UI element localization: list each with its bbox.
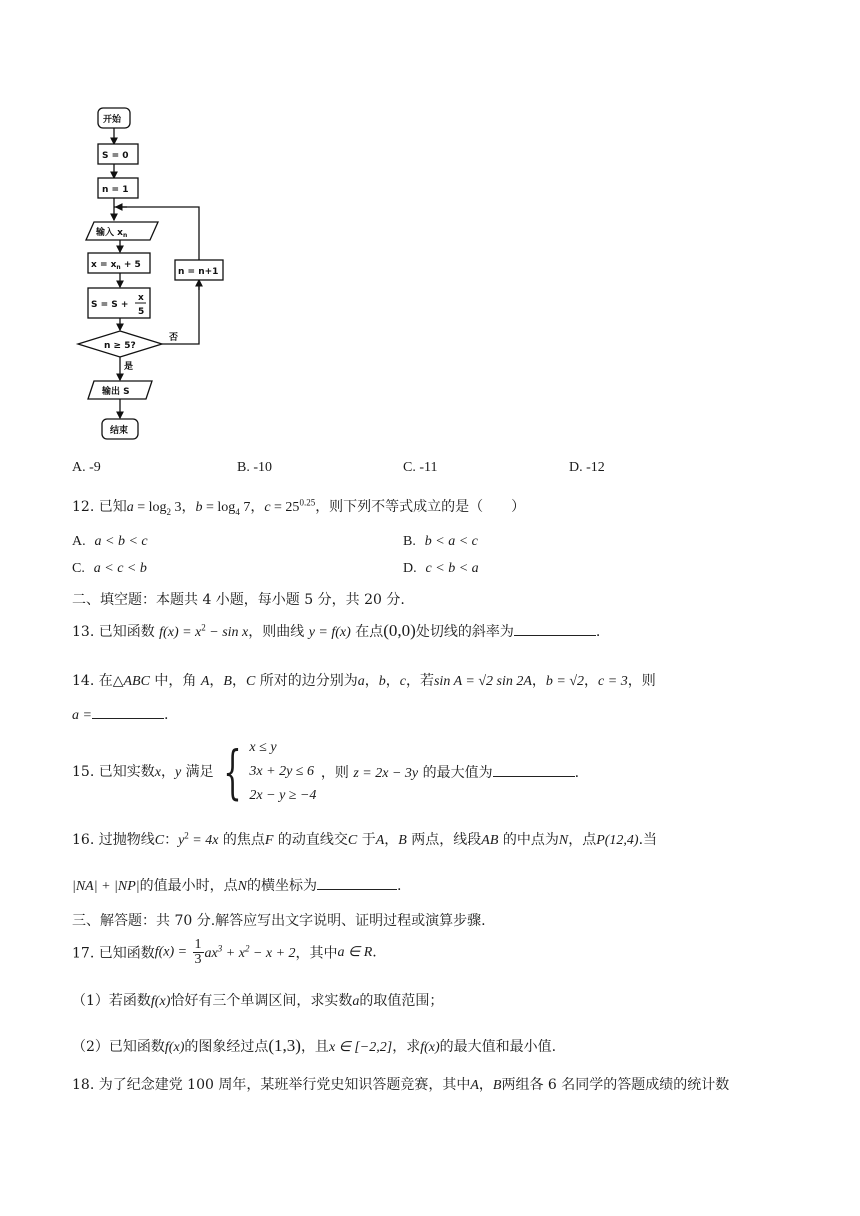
q12-option-c: C. a < c < b — [72, 561, 147, 576]
q16-question-line1: 16. 过抛物线C：$y^2 = 4x$ 的焦点F 的动直线交C 于A，B 两点，线段AB 的中点为N，点P(12,4).当 — [72, 830, 658, 848]
flowchart — [72, 100, 242, 445]
q12-option-d: D. c < b < a — [403, 561, 479, 576]
flowchart-s-init-label: S = 0 — [102, 151, 129, 161]
flowchart-start-label: 开始 — [103, 115, 122, 125]
q14-question-line2: a = . — [72, 704, 168, 724]
flowchart-increment-label: n = n+1 — [178, 267, 219, 277]
flowchart-n-init-label: n = 1 — [102, 185, 129, 195]
q15-system: x ≤ y 3x + 2y ≤ 6 2x − y ≥ −4 — [249, 740, 317, 803]
flowchart-assign-s-den: 5 — [138, 307, 145, 317]
flowchart-yes-label: 是 — [124, 362, 134, 372]
flowchart-no-label: 否 — [169, 333, 179, 343]
q16-question-line2: |NA| + |NP|的值最小时，点N的横坐标为 . — [72, 875, 401, 895]
flowchart-decision-label: n ≥ 5? — [104, 341, 136, 351]
q17-part2: （2）已知函数f(x)的图象经过点(1,3)，且x ∈ [−2,2]，求f(x)的最大值和最小值. — [72, 1036, 557, 1055]
q11-option-c: C. -11 — [403, 460, 438, 475]
flowchart-assign-s-num: x — [138, 293, 144, 303]
flowchart-end-label: 结束 — [110, 426, 129, 436]
q11-option-a: A. -9 — [72, 460, 101, 475]
q13-answer-blank[interactable] — [514, 621, 596, 636]
q15-question: 15. 已知实数x，y 满足 { x ≤ y 3x + 2y ≤ 6 2x − y ≥ −4 ，则 z = 2x − 3y 的最大值为 . — [72, 738, 580, 806]
q17-fraction: $\frac{1}{3}$ — [194, 937, 202, 967]
q14-question-line1: 14. 在△ABC 中，角 A，B，C 所对的边分别为a，b，c，若sin A = √2 sin 2A，b = √2，c = 3，则 — [72, 673, 656, 689]
q11-option-d: D. -12 — [569, 460, 605, 475]
q16-answer-blank[interactable] — [317, 875, 397, 890]
section-solution-heading: 三、解答题：共 70 分.解答应写出文字说明、证明过程或演算步骤. — [72, 913, 486, 929]
q12-option-b: B. b < a < c — [403, 534, 478, 549]
flowchart-output-label: 输出 S — [102, 387, 130, 397]
q12-option-a: A. a < b < c — [72, 534, 148, 549]
q11-option-b: B. -10 — [237, 460, 272, 475]
q15-brace: { — [223, 738, 242, 806]
q12-question: 12. 已知$a = \log_2 3$，$b = \log_4 7$，$c = 25^{0.25}$，则下列不等式成立的是（ ） — [72, 497, 526, 517]
q15-answer-blank[interactable] — [493, 762, 575, 777]
q13-question: 13. 已知函数 $f(x) = x^2 - \sin x$，则曲线 y = f(x) 在点(0,0)处切线的斜率为 . — [72, 621, 601, 640]
q17-question: 17. 已知函数f(x) = $\frac{1}{3}$ $ax^3 + x^2 - x + 2$，其中a ∈ R. — [72, 937, 377, 967]
flowchart-assign-s-label: S = S + — [91, 300, 129, 310]
flowchart-assign-x-label: $x = x_n + 5$ — [91, 260, 141, 271]
q18-question: 18. 为了纪念建党 100 周年，某班举行党史知识答题竞赛，其中A，B两组各 6 名同学的答题成绩的统计数 — [72, 1077, 730, 1093]
flowchart-input-label: 输入 $x_n$ — [96, 228, 128, 239]
section-fill-in-heading: 二、填空题：本题共 4 小题，每小题 5 分，共 20 分. — [72, 592, 405, 608]
q14-answer-blank[interactable] — [92, 704, 164, 719]
q17-part1: （1）若函数f(x)恰好有三个单调区间，求实数a的取值范围； — [72, 993, 444, 1009]
